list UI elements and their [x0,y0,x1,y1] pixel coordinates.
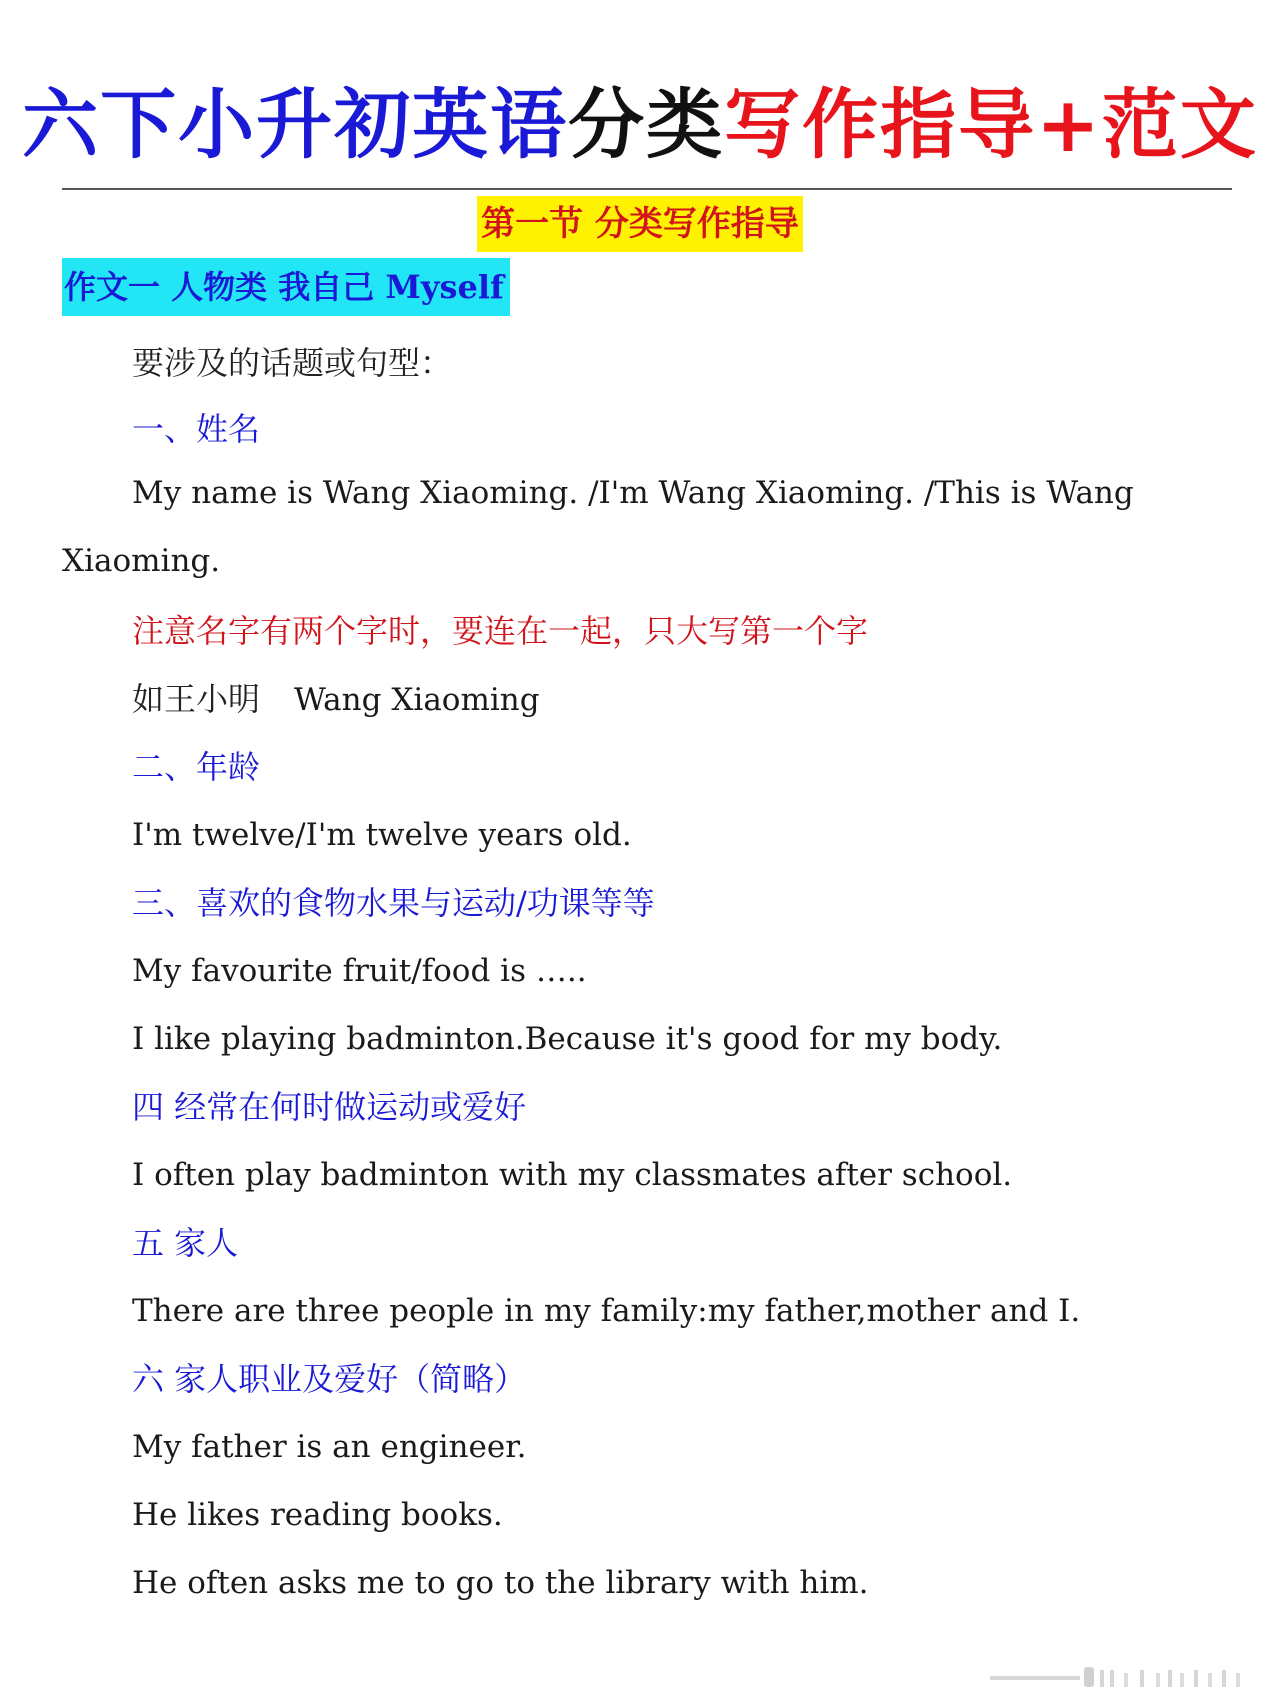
heading-favourites: 三、喜欢的食物水果与运动/功课等等 [132,884,655,922]
essay-label: 作文一 人物类 我自己 Myself [62,258,510,316]
job-sentence: My father is an engineer. [132,1429,527,1465]
title-part-black: 分类 [568,80,725,169]
family-sentence: There are three people in my family:my father,mother and I. [132,1293,1081,1329]
heading-family: 五 家人 [132,1224,239,1262]
example-english: Wang Xiaoming [294,682,540,718]
like-sentence: I like playing badminton.Because it's good for my body. [132,1021,1003,1057]
name-example [132,676,540,723]
name-sentence-line1: My name is Wang Xiaoming. /I'm Wang Xiaoming. /This is Wang [132,475,1134,511]
name-note: 注意名字有两个字时，要连在一起，只大写第一个字 [132,612,869,650]
title-divider [62,188,1232,190]
section-label: 第一节 分类写作指导 [477,196,803,252]
library-sentence: He often asks me to go to the library with him. [132,1565,869,1601]
example-chinese: 如王小明 [132,680,261,718]
heading-name: 一、姓名 [132,410,261,448]
title-part-red: 写作指导+范文 [724,80,1258,169]
often-sentence: I often play badminton with my classmates after school. [132,1157,1013,1193]
age-sentence: I'm twelve/I'm twelve years old. [132,817,632,853]
heading-family-jobs: 六 家人职业及爱好（简略） [132,1360,527,1398]
watermark-icon [990,1664,1246,1690]
favourite-sentence: My favourite fruit/food is ….. [132,953,587,989]
section-heading-row [0,196,1280,252]
name-sentence-line2: Xiaoming. [62,543,221,579]
intro-text: 要涉及的话题或句型： [132,344,453,382]
heading-often: 四 经常在何时做运动或爱好 [132,1088,527,1126]
hobby-sentence: He likes reading books. [132,1497,503,1533]
page-title [0,70,1280,180]
heading-age: 二、年龄 [132,748,261,786]
title-part-blue: 六下小升初英语 [22,80,569,169]
